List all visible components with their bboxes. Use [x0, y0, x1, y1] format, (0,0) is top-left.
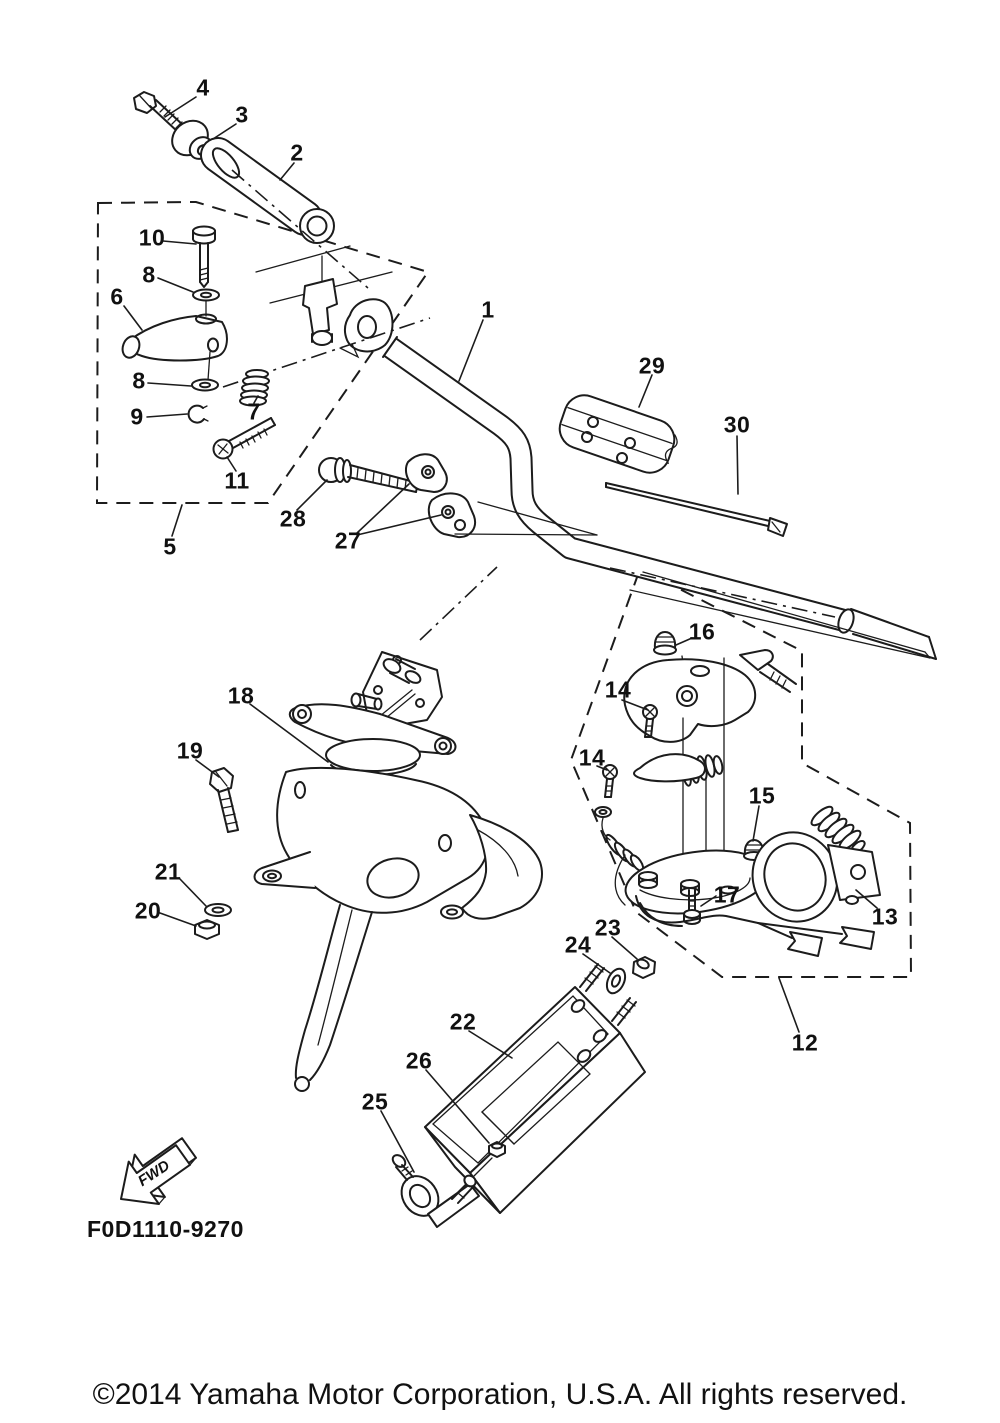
part-callout-9: 9	[130, 403, 144, 430]
part-callout-8: 8	[142, 261, 156, 288]
part-callout-5: 5	[163, 533, 177, 560]
part-callout-6: 6	[110, 283, 124, 310]
dashed-box-assembly-12	[571, 569, 911, 977]
part-callout-17: 17	[713, 881, 741, 908]
part-callout-15: 15	[748, 782, 776, 809]
part-21-washer	[205, 904, 231, 916]
part-callout-7: 7	[247, 398, 261, 425]
part-callout-3: 3	[235, 101, 249, 128]
part-callout-22: 22	[449, 1008, 477, 1035]
part-callout-2: 2	[290, 139, 304, 166]
part-callout-12: 12	[791, 1029, 819, 1056]
part-23-nut	[633, 957, 655, 978]
part-7-spring	[240, 370, 269, 406]
part-11-screw	[214, 418, 276, 459]
part-callout-25: 25	[361, 1088, 389, 1115]
part-30-rod	[606, 483, 787, 536]
copyright-text: ©2014 Yamaha Motor Corporation, U.S.A. All rights reserved.	[92, 1378, 908, 1411]
part-9-circlip	[189, 406, 208, 423]
part-6-lever	[120, 300, 227, 380]
part-callout-30: 30	[723, 411, 751, 438]
part-callout-18: 18	[227, 682, 255, 709]
part-13-friction-band	[739, 804, 880, 935]
part-8-washer-lower	[192, 380, 218, 391]
part-19-bolt	[210, 768, 238, 832]
part-callout-4: 4	[196, 74, 210, 101]
fwd-arrow-label: FWD	[135, 1157, 173, 1190]
part-22-battery-box	[425, 964, 645, 1213]
diagram-part-code: F0D1110-9270	[87, 1216, 244, 1242]
part-callout-8: 8	[132, 367, 146, 394]
part-callout-26: 26	[405, 1047, 433, 1074]
part-callout-21: 21	[154, 858, 182, 885]
part-callout-19: 19	[176, 737, 204, 764]
part-20-nut	[195, 920, 219, 939]
part-callout-14: 14	[578, 744, 606, 771]
leader-lines	[124, 97, 877, 1172]
part-callout-16: 16	[688, 618, 716, 645]
part-callout-29: 29	[638, 352, 666, 379]
part-callout-20: 20	[134, 897, 162, 924]
part-callout-28: 28	[279, 505, 307, 532]
part-8-washer-upper	[193, 290, 219, 301]
part-callout-13: 13	[871, 903, 899, 930]
part-10-bolt	[193, 227, 215, 288]
part-callout-27: 27	[334, 527, 362, 554]
part-callout-1: 1	[481, 296, 495, 323]
part-4-bolt	[134, 92, 184, 132]
part-29-pad	[554, 390, 682, 479]
part-callout-10: 10	[138, 224, 166, 251]
part-callout-14: 14	[604, 676, 632, 703]
part-2-grip	[208, 144, 392, 303]
part-28-bolt	[319, 458, 418, 492]
part-18-bracket-assembly	[255, 652, 542, 1091]
part-callout-11: 11	[224, 467, 250, 494]
part-callout-23: 23	[594, 914, 622, 941]
part-callout-24: 24	[564, 931, 592, 958]
